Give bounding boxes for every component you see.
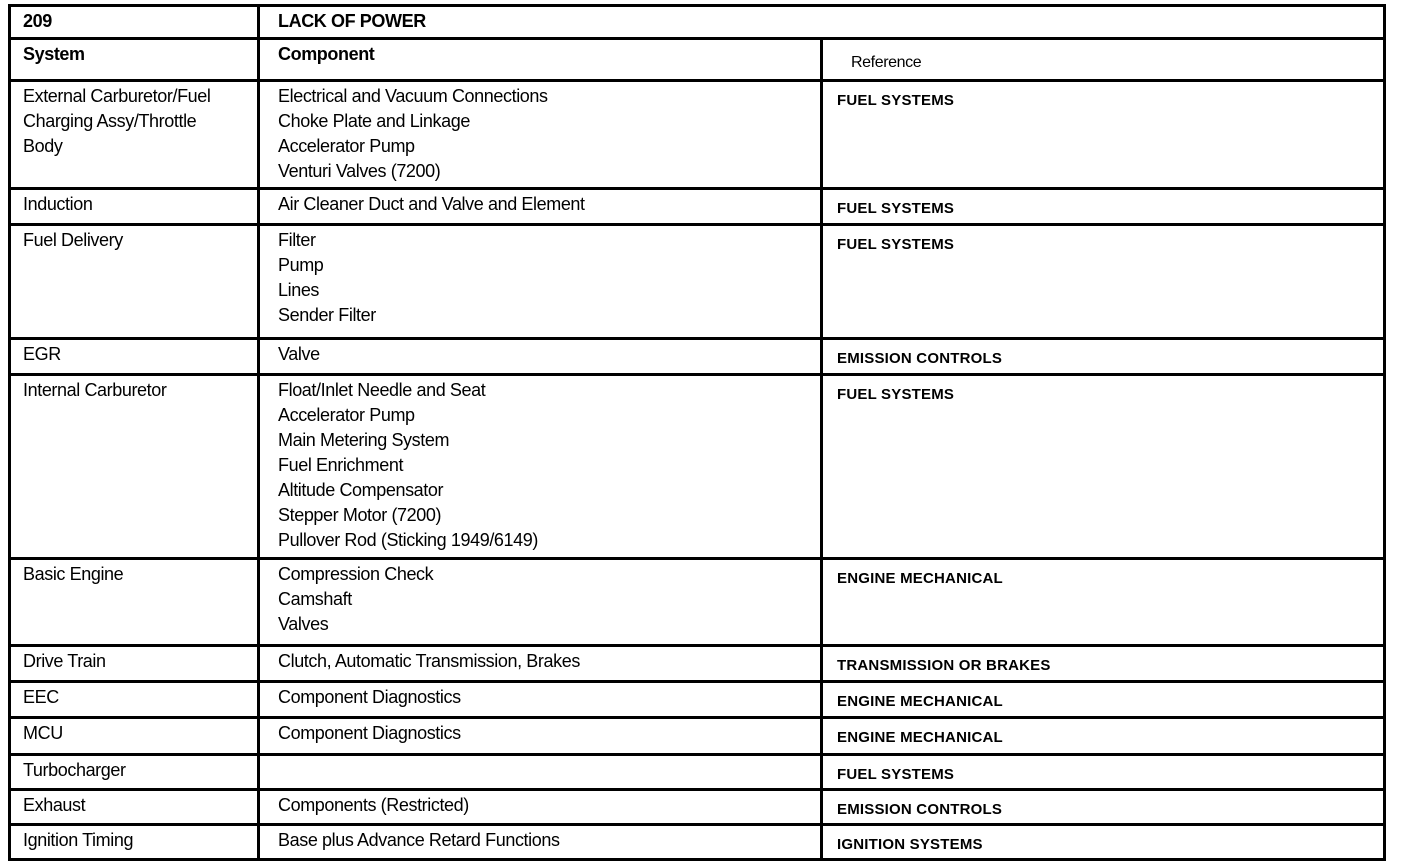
header-reference [822, 39, 1385, 81]
component-cell [259, 682, 822, 718]
system-text: Charging Assy/Throttle [23, 111, 197, 131]
system-cell [10, 189, 259, 225]
system-text: Fuel Delivery [23, 230, 123, 250]
reference-text: EMISSION CONTROLS [837, 801, 1003, 818]
system-text: Basic Engine [23, 564, 124, 584]
reference-cell [822, 646, 1385, 682]
reference-cell [822, 755, 1385, 790]
table-row [10, 790, 1385, 825]
component-text: Fuel Enrichment [278, 455, 404, 475]
header-reference-label: Reference [851, 54, 922, 71]
table-row [10, 375, 1385, 559]
reference-cell [822, 559, 1385, 646]
component-cell [259, 225, 822, 339]
component-text: Component Diagnostics [278, 687, 461, 707]
system-text: Ignition Timing [23, 830, 134, 850]
reference-text: FUEL SYSTEMS [837, 92, 955, 109]
reference-cell [822, 790, 1385, 825]
component-cell [259, 755, 822, 790]
system-cell [10, 718, 259, 755]
table-row [10, 189, 1385, 225]
reference-text: IGNITION SYSTEMS [837, 836, 983, 853]
component-cell [259, 189, 822, 225]
reference-cell [822, 825, 1385, 860]
component-cell [259, 825, 822, 860]
table-row [10, 755, 1385, 790]
reference-text: FUEL SYSTEMS [837, 386, 955, 403]
table-row [10, 646, 1385, 682]
header-component: Component [259, 39, 822, 81]
component-text: Lines [278, 280, 320, 300]
system-text: Induction [23, 194, 93, 214]
component-cell [259, 559, 822, 646]
reference-text: FUEL SYSTEMS [837, 236, 955, 253]
component-cell [259, 790, 822, 825]
system-cell [10, 81, 259, 189]
reference-cell [822, 225, 1385, 339]
system-text: External Carburetor/Fuel [23, 86, 211, 106]
diagnosis-table [8, 4, 1386, 861]
table-row [10, 682, 1385, 718]
system-text: Turbocharger [23, 760, 126, 780]
component-text: Electrical and Vacuum Connections [278, 86, 548, 106]
component-cell [259, 81, 822, 189]
reference-text: ENGINE MECHANICAL [837, 693, 1003, 710]
reference-text: EMISSION CONTROLS [837, 350, 1003, 367]
component-text: Valve [278, 344, 320, 364]
component-text: Base plus Advance Retard Functions [278, 830, 560, 850]
reference-cell [822, 339, 1385, 375]
reference-text: ENGINE MECHANICAL [837, 570, 1003, 587]
reference-cell [822, 81, 1385, 189]
component-text: Compression Check [278, 564, 434, 584]
column-header-row [10, 39, 1385, 81]
system-text: Drive Train [23, 651, 106, 671]
system-cell [10, 559, 259, 646]
component-text: Pump [278, 255, 324, 275]
system-cell [10, 825, 259, 860]
header-system: System [10, 39, 259, 81]
component-cell [259, 646, 822, 682]
component-text: Accelerator Pump [278, 405, 415, 425]
component-text: Altitude Compensator [278, 480, 444, 500]
component-text: Accelerator Pump [278, 136, 415, 156]
system-cell [10, 755, 259, 790]
component-text: Main Metering System [278, 430, 450, 450]
table-code: 209 [10, 6, 259, 39]
component-text: Clutch, Automatic Transmission, Brakes [278, 651, 580, 671]
component-text: Valves [278, 614, 329, 634]
title-row [10, 6, 1385, 39]
table-row [10, 718, 1385, 755]
reference-text: FUEL SYSTEMS [837, 200, 955, 217]
system-cell [10, 790, 259, 825]
component-cell [259, 339, 822, 375]
reference-text: ENGINE MECHANICAL [837, 729, 1003, 746]
table-row [10, 81, 1385, 189]
system-cell [10, 375, 259, 559]
system-text: Body [23, 136, 63, 156]
system-text: MCU [23, 723, 63, 743]
system-cell [10, 646, 259, 682]
component-text: Components (Restricted) [278, 795, 469, 815]
reference-cell [822, 189, 1385, 225]
system-text: Internal Carburetor [23, 380, 167, 400]
system-cell [10, 339, 259, 375]
component-text: Pullover Rod (Sticking 1949/6149) [278, 530, 538, 550]
system-text: EGR [23, 344, 61, 364]
table-row [10, 825, 1385, 860]
component-text: Camshaft [278, 589, 352, 609]
reference-cell [822, 718, 1385, 755]
component-text: Component Diagnostics [278, 723, 461, 743]
reference-cell [822, 682, 1385, 718]
table-row [10, 339, 1385, 375]
component-text: Choke Plate and Linkage [278, 111, 470, 131]
component-text: Venturi Valves (7200) [278, 161, 441, 181]
system-text: EEC [23, 687, 59, 707]
component-cell [259, 718, 822, 755]
component-text: Filter [278, 230, 316, 250]
system-text: Exhaust [23, 795, 86, 815]
component-text: Float/Inlet Needle and Seat [278, 380, 486, 400]
table-title: LACK OF POWER [259, 6, 1385, 39]
reference-cell [822, 375, 1385, 559]
component-text: Stepper Motor (7200) [278, 505, 442, 525]
system-cell [10, 225, 259, 339]
table-row [10, 225, 1385, 339]
reference-text: FUEL SYSTEMS [837, 766, 955, 783]
reference-text: TRANSMISSION OR BRAKES [837, 657, 1051, 674]
component-cell [259, 375, 822, 559]
component-text: Air Cleaner Duct and Valve and Element [278, 194, 585, 214]
component-text: Sender Filter [278, 305, 376, 325]
system-cell [10, 682, 259, 718]
table-row [10, 559, 1385, 646]
